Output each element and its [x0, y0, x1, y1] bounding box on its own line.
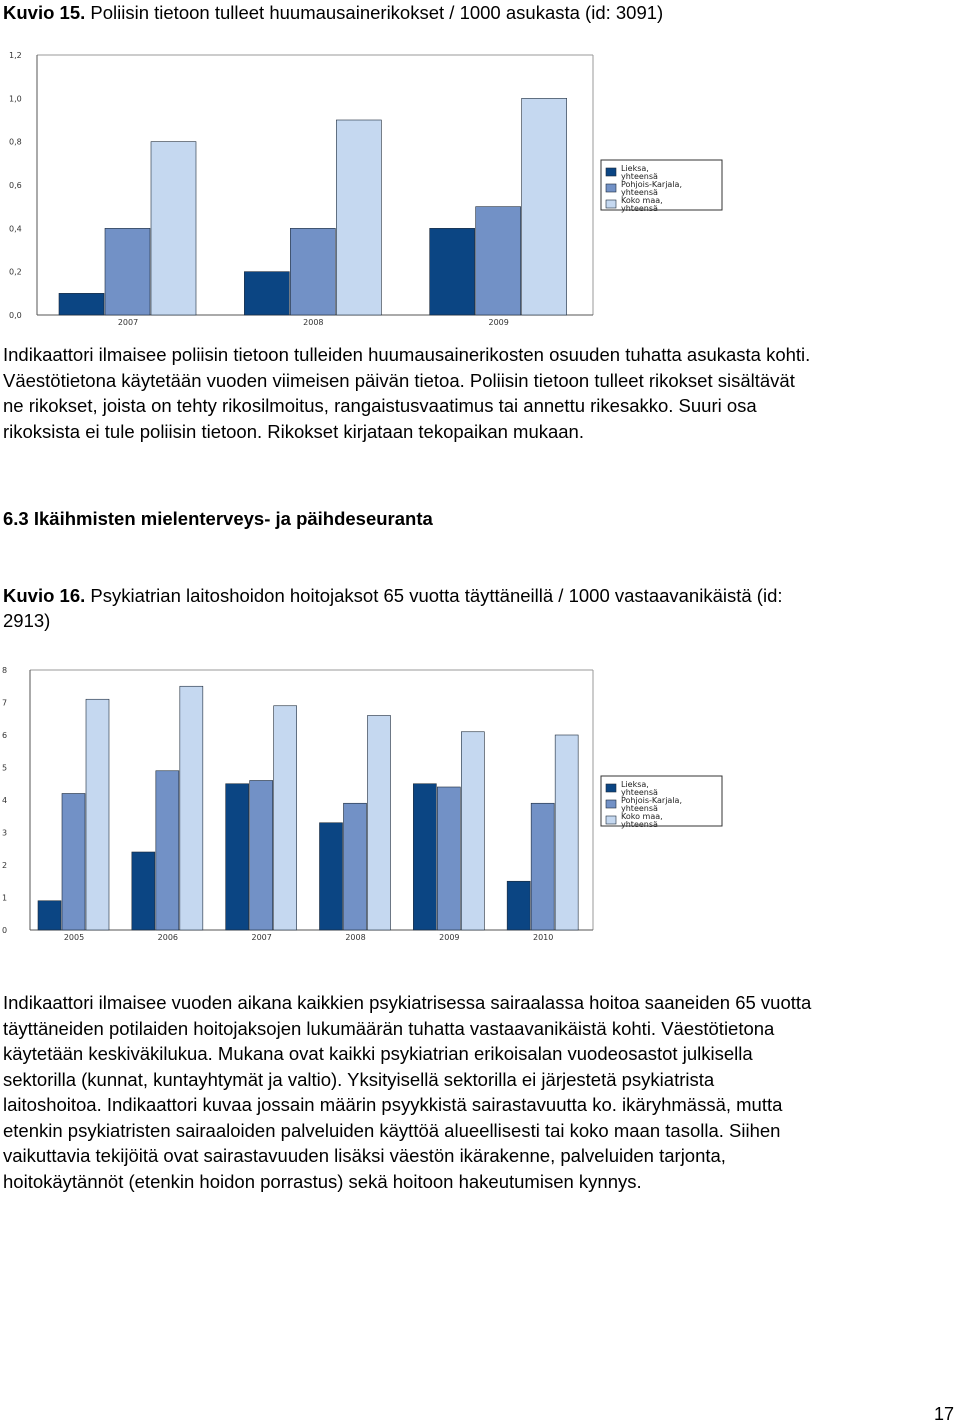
bar [320, 823, 343, 930]
paragraph-line: sektorilla (kunnat, kuntayhtymät ja valtio). Yksityisellä sektorilla ei järjestetä psykiatrista [3, 1068, 715, 1090]
bar [274, 706, 297, 930]
y-tick-label: 0,6 [9, 181, 22, 190]
bar [476, 207, 521, 315]
bar [368, 716, 391, 931]
bar [62, 794, 85, 931]
bar [59, 293, 104, 315]
legend-label: Pohjois-Karjala, [621, 796, 682, 805]
y-tick-label: 4 [2, 796, 8, 805]
legend-swatch [606, 168, 616, 176]
figure16-label: Kuvio 16. [3, 585, 86, 606]
legend-label: Koko maa, [621, 196, 663, 205]
figure15-chart [0, 0, 960, 335]
bar [522, 98, 567, 315]
y-tick-label: 8 [2, 666, 8, 675]
bar [555, 735, 578, 930]
legend-label: yhteensä [621, 788, 658, 797]
y-tick-label: 1,2 [9, 51, 22, 60]
legend-label: Lieksa, [621, 780, 649, 789]
legend-label: yhteensä [621, 820, 658, 829]
bar [461, 732, 484, 930]
y-tick-label: 0,4 [9, 224, 22, 234]
figure15-label: Kuvio 15. [3, 2, 86, 23]
x-tick-label: 2007 [251, 933, 272, 942]
paragraph-line: Indikaattori ilmaisee vuoden aikana kaikkien psykiatrisessa sairaalassa hoitoa saaneiden 65 vuotta [3, 992, 812, 1013]
bar [250, 781, 273, 931]
x-tick-label: 2008 [345, 933, 366, 942]
figure16-description [3, 990, 811, 1194]
paragraph-line: hoitokäytännöt (etenkin hoidon porrastus) sekä hoitoon hakeutumisen kynnys. [3, 1170, 642, 1192]
bar [507, 881, 530, 930]
figure16-chart [0, 650, 960, 950]
y-tick-label: 6 [2, 731, 8, 740]
y-tick-label: 0,2 [9, 267, 22, 277]
y-tick-label: 5 [2, 763, 8, 773]
bar [105, 228, 150, 315]
bar [437, 787, 460, 930]
legend-label: yhteensä [621, 804, 658, 813]
y-tick-label: 1,0 [9, 94, 22, 104]
x-tick-label: 2005 [63, 933, 85, 942]
y-tick-label: 7 [2, 698, 8, 708]
paragraph-line: laitoshoitoa. Indikaattori kuvaa jossain määrin psyykkistä sairastavuutta ko. ikäryhmässä, mutta [3, 1094, 783, 1115]
figure16-title-line: 2913) [3, 610, 51, 631]
paragraph-line: vaikuttavia tekijöitä ovat sairastavuuden lisäksi väestön ikärakenne, palveluiden tarjonta, [3, 1145, 726, 1166]
legend-swatch [606, 816, 616, 824]
x-tick-label: 2010 [532, 933, 554, 942]
legend-swatch [606, 184, 616, 192]
bar [531, 803, 554, 930]
legend-label: yhteensä [621, 172, 658, 181]
legend-label: yhteensä [621, 204, 658, 213]
figure16-title-line: Psykiatrian laitoshoidon hoitojaksot 65 vuotta täyttäneillä / 1000 vastaavanikäistä (id: [85, 585, 783, 606]
paragraph-line: ne rikokset, joista on tehty rikosilmoitus, rangaistusvaatimus tai annettu rikesakko. Suuri osa [3, 395, 757, 416]
bar [151, 142, 196, 315]
x-tick-label: 2006 [157, 933, 179, 942]
bar [132, 852, 155, 930]
x-tick-label: 2009 [439, 933, 460, 942]
paragraph-line: Väestötietona käytetään vuoden viimeisen päivän tietoa. Poliisin tietoon tulleet rikokset sisältävät [3, 369, 795, 391]
y-tick-label: 2 [2, 861, 8, 870]
paragraph-line: rikoksista ei tule poliisin tietoon. Rikokset kirjataan tekopaikan mukaan. [3, 420, 584, 442]
y-tick-label: 0,0 [9, 311, 22, 320]
y-tick-label: 3 [2, 828, 8, 838]
bar [336, 120, 381, 315]
bar [290, 228, 335, 315]
paragraph-line: täyttäneiden potilaiden hoitojaksojen lukumäärän tuhatta vastaavanikäistä kohti. Väestötietona [3, 1017, 775, 1039]
paragraph-line: käytetään keskiväkilukua. Mukana ovat kaikki psykiatrian erikoisalan vuodeosastot julkisella [3, 1043, 753, 1064]
bar [344, 803, 367, 930]
y-tick-label: 0,8 [9, 137, 22, 147]
bar [413, 784, 436, 930]
y-tick-label: 1 [2, 893, 8, 903]
legend-label: Koko maa, [621, 812, 663, 821]
bar [86, 699, 109, 930]
legend-label: yhteensä [621, 188, 658, 197]
figure16-caption [3, 583, 783, 633]
legend-swatch [606, 800, 616, 808]
page-number: 17 [933, 1404, 954, 1424]
bar [244, 272, 289, 315]
y-tick-label: 0 [2, 926, 8, 935]
bar [180, 686, 203, 930]
figure15-title: Poliisin tietoon tulleet huumausainerikokset / 1000 asukasta (id: 3091) [85, 2, 664, 23]
legend-label: Pohjois-Karjala, [621, 180, 682, 189]
x-tick-label: 2009 [488, 318, 509, 327]
bar [156, 771, 179, 930]
bar [226, 784, 249, 930]
legend-label: Lieksa, [621, 164, 649, 173]
x-tick-label: 2008 [303, 318, 324, 327]
bar [38, 901, 61, 930]
paragraph-line: etenkin psykiatristen sairaaloiden palveluiden käyttöä alueellisesti tai koko maan tasolla. Siihen [3, 1119, 781, 1141]
legend-swatch [606, 784, 616, 792]
figure15-description [3, 342, 810, 444]
bar [430, 228, 475, 315]
legend-swatch [606, 200, 616, 208]
paragraph-line: Indikaattori ilmaisee poliisin tietoon tulleiden huumausainerikosten osuuden tuhatta asukasta kohti. [3, 344, 811, 365]
x-tick-label: 2007 [117, 318, 139, 327]
section-heading: 6.3 Ikäihmisten mielenterveys- ja päihdeseuranta [3, 508, 433, 529]
